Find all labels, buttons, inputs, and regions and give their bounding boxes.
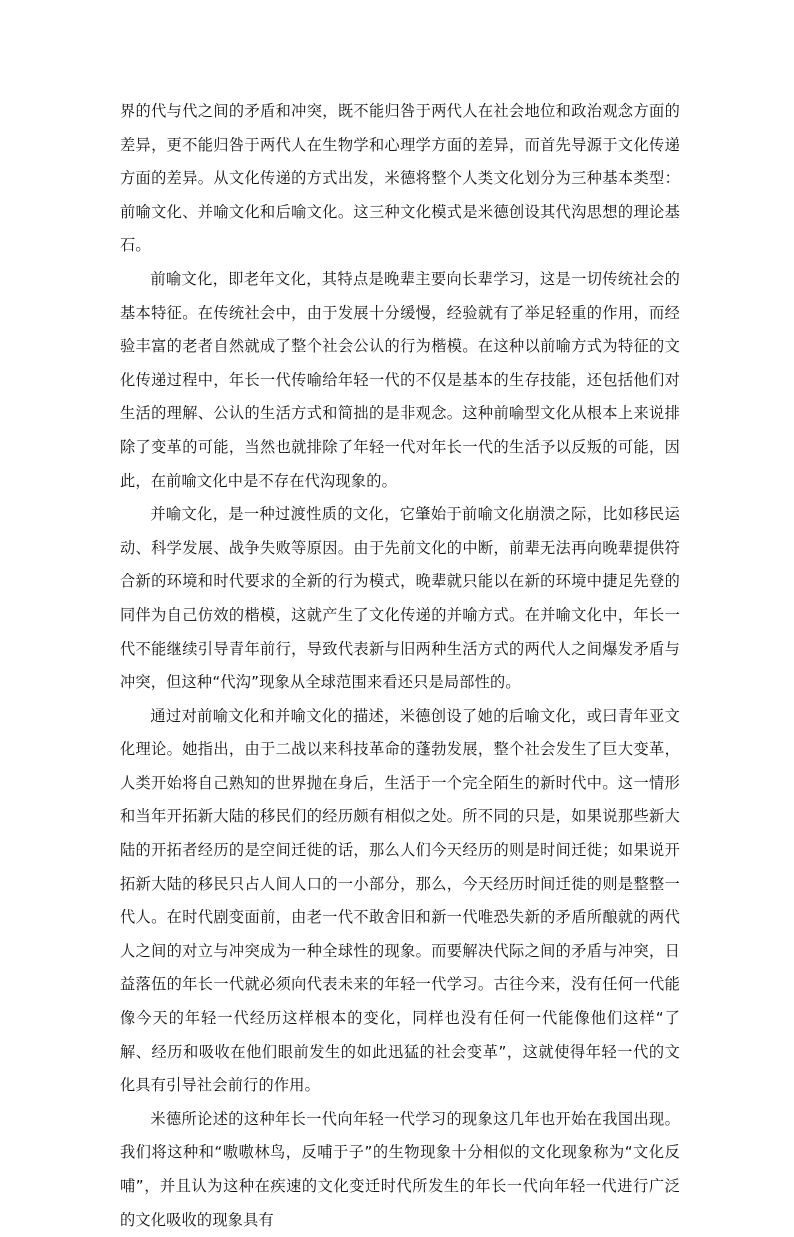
paragraph-1: 界的代与代之间的矛盾和冲突，既不能归咎于两代人在社会地位和政治观念方面的差异，更不能归咎于两代人在生物学和心理学方面的差异，而首先导源于文化传递方面的差异。从文化传递的方式出发，米德将整个人类文化划分为三种基本类型：前喻文化、并喻文化和后喻文化。这三种文化模式是米德创设其代沟思想的理论基石。 [120, 102, 680, 255]
document-page [120, 95, 680, 1237]
paragraph-5: 米德所论述的这种年长一代向年轻一代学习的现象这几年也开始在我国出现。我们将这种和“嗷嗷林鸟，反哺于子”的生物现象十分相似的文化现象称为“文化反哺”，并且认为这种在疾速的文化变迁时代所发生的年长一代向年轻一代进行广泛的文化吸收的现象具有 [120, 1109, 680, 1229]
paragraph-4: 通过对前喻文化和并喻文化的描述，米德创设了她的后喻文化，或曰青年亚文化理论。她指出，由于二战以来科技革命的蓬勃发展，整个社会发生了巨大变革，人类开始将自己熟知的世界抛在身后，生活于一个完全陌生的新时代中。这一情形和当年开拓新大陆的移民们的经历颇有相似之处。所不同的只是，如果说那些新大陆的开拓者经历的是空间迁徙的话，那么人们今天经历的则是时间迁徙；如果说开拓新大陆的移民只占人间人口的一小部分，那么，今天经历时间迁徙的则是整整一代人。在时代剧变面前，由老一代不敢舍旧和新一代唯恐失新的矛盾所酿就的两代人之间的对立与冲突成为一种全球性的现象。而要解决代际之间的矛盾与冲突，日益落伍的年长一代就必须向代表未来的年轻一代学习。古往今来，没有任何一代能像今天的年轻一代经历这样根本的变化，同样也没有任何一代能像他们这样“了解、经历和吸收在他们眼前发生的如此迅猛的社会变革”，这就使得年轻一代的文化具有引导社会前行的作用。 [120, 706, 680, 1095]
paragraph-3: 并喻文化，是一种过渡性质的文化，它肇始于前喻文化崩溃之际，比如移民运动、科学发展、战争失败等原因。由于先前文化的中断，前辈无法再向晚辈提供符合新的环境和时代要求的全新的行为模式，晚辈就只能以在新的环境中捷足先登的同伴为自己仿效的楷模，这就产生了文化传递的并喻方式。在并喻文化中，年长一代不能继续引导青年前行，导致代表新与旧两种生活方式的两代人之间爆发矛盾与冲突，但这种“代沟”现象从全球范围来看还只是局部性的。 [120, 505, 680, 692]
paragraph-2: 前喻文化，即老年文化，其特点是晚辈主要向长辈学习，这是一切传统社会的基本特征。在传统社会中，由于发展十分缓慢，经验就有了举足轻重的作用，而经验丰富的老者自然就成了整个社会公认的行为楷模。在这种以前喻方式为特征的文化传递过程中，年长一代传喻给年轻一代的不仅是基本的生存技能，还包括他们对生活的理解、公认的生活方式和简拙的是非观念。这种前喻型文化从根本上来说排除了变革的可能，当然也就排除了年轻一代对年长一代的生活予以反叛的可能，因此，在前喻文化中是不存在代沟现象的。 [120, 269, 680, 490]
